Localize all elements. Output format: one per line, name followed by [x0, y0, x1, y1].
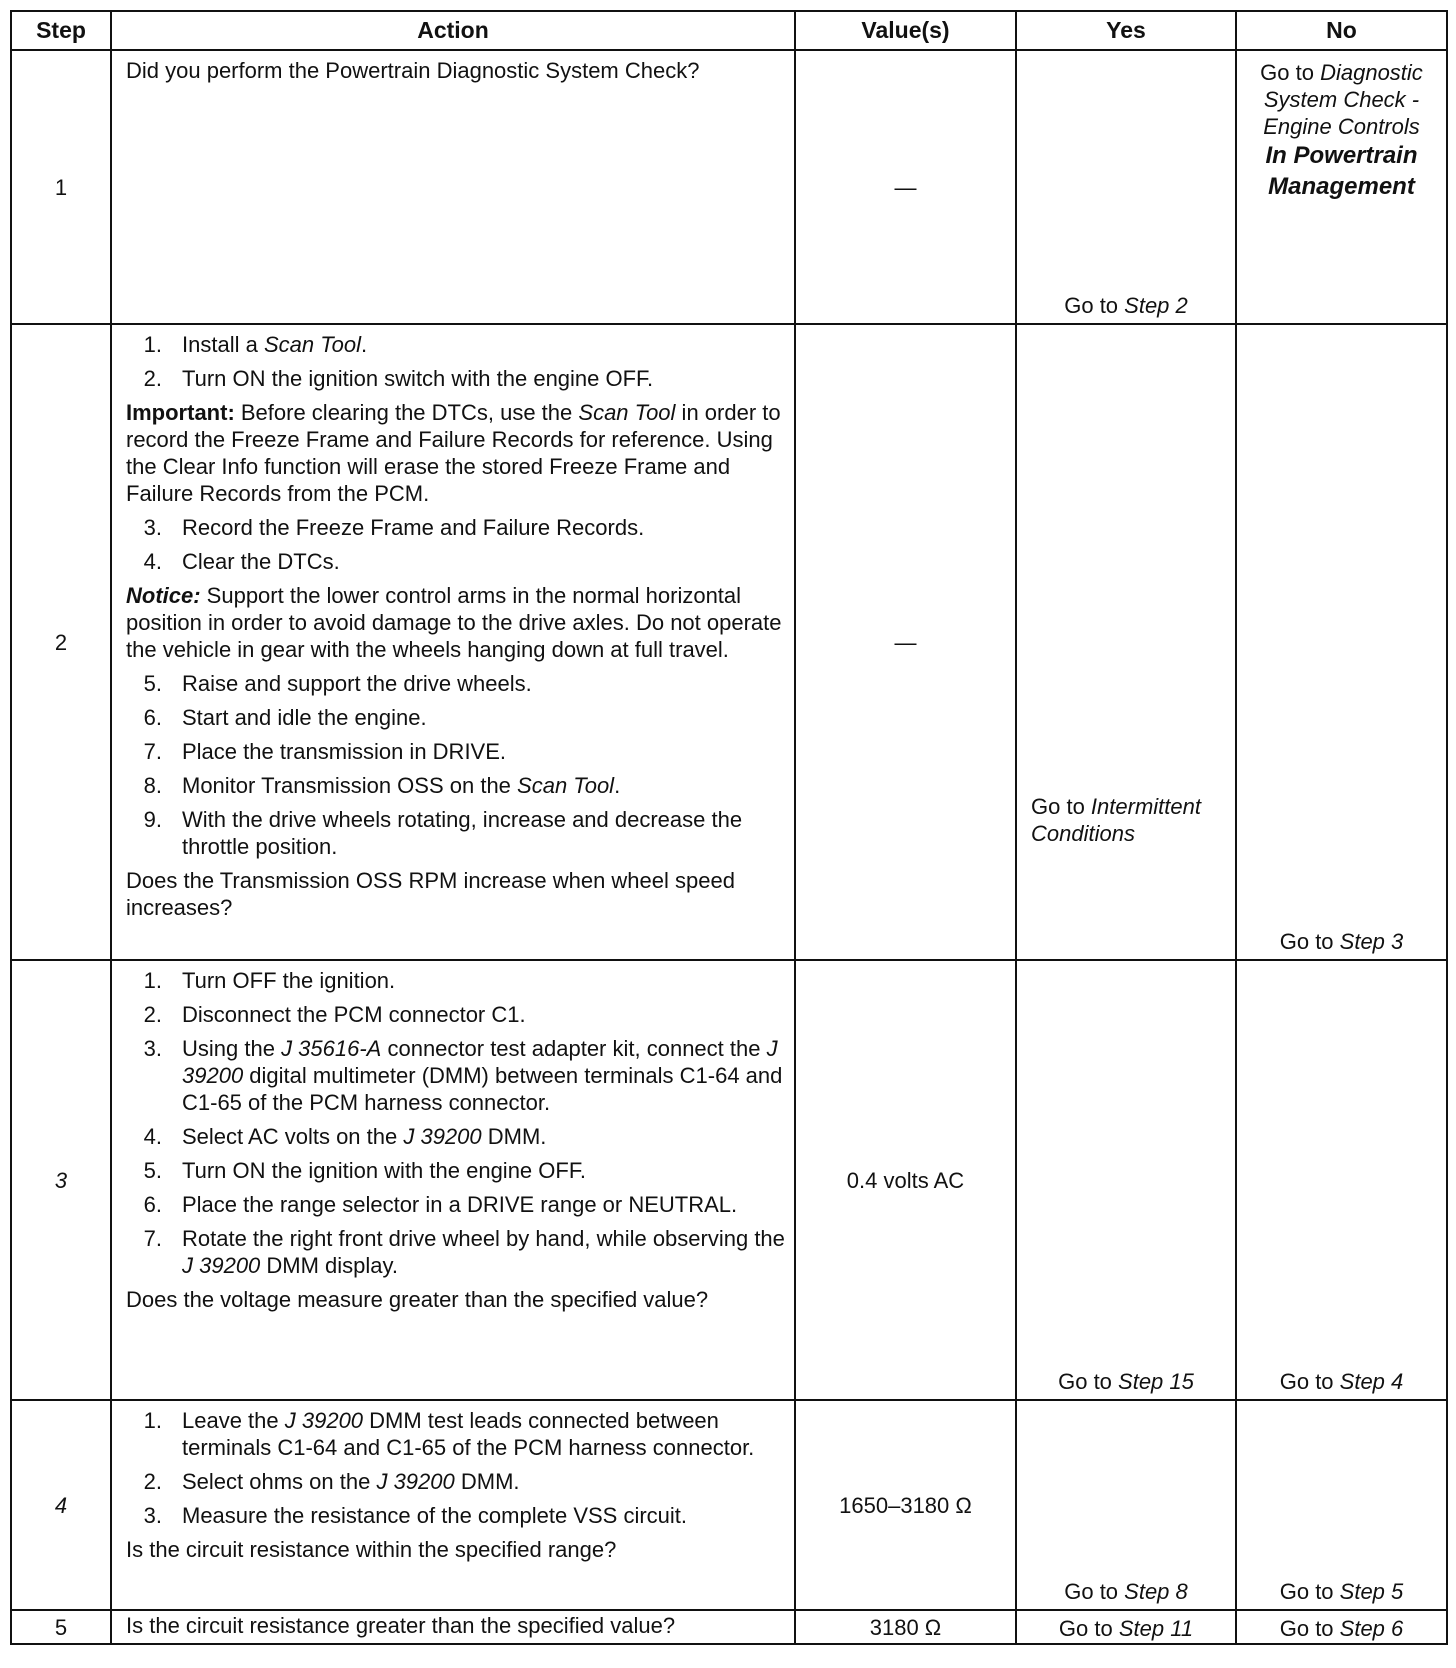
action-question: Does the voltage measure greater than the specified value? — [126, 1287, 709, 1312]
numbered-step: 7. Rotate the right front drive wheel by hand, while observing the J 39200 DMM display. — [143, 1226, 785, 1278]
no-link[interactable]: Step 5 — [1339, 1579, 1404, 1604]
no-link[interactable]: Step 3 — [1339, 929, 1404, 954]
yes-cell — [1016, 1610, 1236, 1644]
table-row — [11, 324, 1447, 960]
no-prefix: Go to — [1279, 1616, 1340, 1641]
value-cell: 1650–3180 Ω — [795, 1400, 1016, 1610]
yes-cell — [1016, 324, 1236, 960]
header-values: Value(s) — [795, 11, 1016, 50]
value-cell — [795, 50, 1016, 324]
numbered-step: 1. Turn OFF the ignition. — [143, 968, 396, 993]
step-number: 2 — [11, 324, 111, 960]
numbered-step: 5. Turn ON the ignition with the engine OFF. — [143, 1158, 586, 1183]
yes-link[interactable]: Step 8 — [1124, 1579, 1188, 1604]
no-cell — [1236, 1610, 1447, 1644]
header-no: No — [1236, 11, 1447, 50]
step-number: 1 — [11, 50, 111, 324]
no-link[interactable]: Step 4 — [1339, 1369, 1404, 1394]
numbered-step: 4. Select AC volts on the J 39200 DMM. — [143, 1124, 547, 1149]
numbered-step: 8. Monitor Transmission OSS on the Scan Tool. — [143, 773, 621, 798]
no-cell — [1236, 50, 1447, 324]
important-note: Important: Before clearing the DTCs, use the Scan Tool in order to record the Freeze Frame and Failure Records for reference. Using the Clear Info function will erase the stored Freeze Frame and Failure Records from the PCM. — [126, 400, 781, 506]
value-dash: — — [894, 174, 917, 200]
value-cell: 3180 Ω — [795, 1610, 1016, 1644]
value-cell: 0.4 volts AC — [795, 960, 1016, 1400]
action-question: Is the circuit resistance within the specified range? — [126, 1537, 617, 1562]
no-link[interactable]: Step 6 — [1339, 1616, 1404, 1641]
numbered-step: 4. Clear the DTCs. — [143, 549, 340, 574]
yes-prefix: Go to — [1058, 1369, 1119, 1394]
action-question: Did you perform the Powertrain Diagnostic System Check? — [126, 58, 700, 83]
step-number: 4 — [11, 1400, 111, 1610]
table-row — [11, 1400, 1447, 1610]
header-action: Action — [111, 11, 795, 50]
step-number: 5 — [11, 1610, 111, 1644]
numbered-step: 1. Leave the J 39200 DMM test leads connected between terminals C1-64 and C1-65 of the PCM harness connector. — [143, 1408, 755, 1460]
numbered-step: 6. Place the range selector in a DRIVE range or NEUTRAL. — [143, 1192, 738, 1217]
no-prefix: Go to — [1260, 60, 1321, 85]
numbered-step: 6. Start and idle the engine. — [143, 705, 427, 730]
yes-prefix: Go to — [1058, 1616, 1119, 1641]
numbered-step: 3. Using the J 35616-A connector test adapter kit, connect the J 39200 digital multimeter (DMM) between terminals C1-64 and C1-65 of the PCM harness connector. — [143, 1036, 783, 1115]
no-prefix: Go to — [1279, 1369, 1340, 1394]
numbered-step: 9. With the drive wheels rotating, increase and decrease the throttle position. — [143, 807, 743, 859]
value-dash: — — [894, 629, 917, 655]
value-cell — [795, 324, 1016, 960]
no-cell — [1236, 960, 1447, 1400]
no-prefix: Go to — [1279, 929, 1340, 954]
action-cell — [111, 1400, 795, 1610]
no-prefix: Go to — [1279, 1579, 1340, 1604]
no-cell — [1236, 324, 1447, 960]
no-cell — [1236, 1400, 1447, 1610]
numbered-step: 3. Measure the resistance of the complete VSS circuit. — [143, 1503, 688, 1528]
yes-cell — [1016, 960, 1236, 1400]
no-link-bold[interactable]: In Powertrain Management — [1265, 142, 1418, 200]
numbered-step: 1. Install a Scan Tool. — [143, 332, 368, 357]
step-number: 3 — [11, 960, 111, 1400]
numbered-step: 5. Raise and support the drive wheels. — [143, 671, 532, 696]
numbered-step: 2. Disconnect the PCM connector C1. — [143, 1002, 526, 1027]
yes-link[interactable]: Step 2 — [1124, 293, 1188, 318]
yes-link[interactable]: Step 15 — [1118, 1369, 1194, 1394]
notice-note: Notice: Support the lower control arms in the normal horizontal position in order to avoid damage to the drive axles. Do not operate the vehicle in gear with the wheels hanging down at full travel. — [126, 583, 782, 662]
yes-cell — [1016, 50, 1236, 324]
numbered-step: 2. Select ohms on the J 39200 DMM. — [143, 1469, 520, 1494]
table-row — [11, 960, 1447, 1400]
numbered-step: 3. Record the Freeze Frame and Failure Records. — [143, 515, 645, 540]
header-row — [11, 11, 1447, 50]
action-cell — [111, 1610, 795, 1644]
diagnostic-table — [10, 10, 1448, 1645]
yes-link[interactable]: Intermittent Conditions — [1031, 794, 1201, 846]
action-question: Does the Transmission OSS RPM increase when wheel speed increases? — [126, 868, 735, 920]
yes-prefix: Go to — [1064, 1579, 1125, 1604]
yes-link[interactable]: Step 11 — [1118, 1616, 1194, 1641]
action-question: Is the circuit resistance greater than the specified value? — [126, 1613, 676, 1638]
table-row — [11, 1610, 1447, 1644]
action-cell — [111, 50, 795, 324]
numbered-step: 7. Place the transmission in DRIVE. — [143, 739, 507, 764]
numbered-step: 2. Turn ON the ignition switch with the engine OFF. — [143, 366, 654, 391]
table-row — [11, 50, 1447, 324]
action-cell — [111, 324, 795, 960]
no-link[interactable]: Diagnostic System Check - Engine Controls — [1263, 60, 1423, 139]
header-yes: Yes — [1016, 11, 1236, 50]
yes-cell — [1016, 1400, 1236, 1610]
yes-prefix: Go to — [1064, 293, 1125, 318]
action-cell — [111, 960, 795, 1400]
yes-prefix: Go to — [1031, 794, 1091, 819]
header-step: Step — [11, 11, 111, 50]
